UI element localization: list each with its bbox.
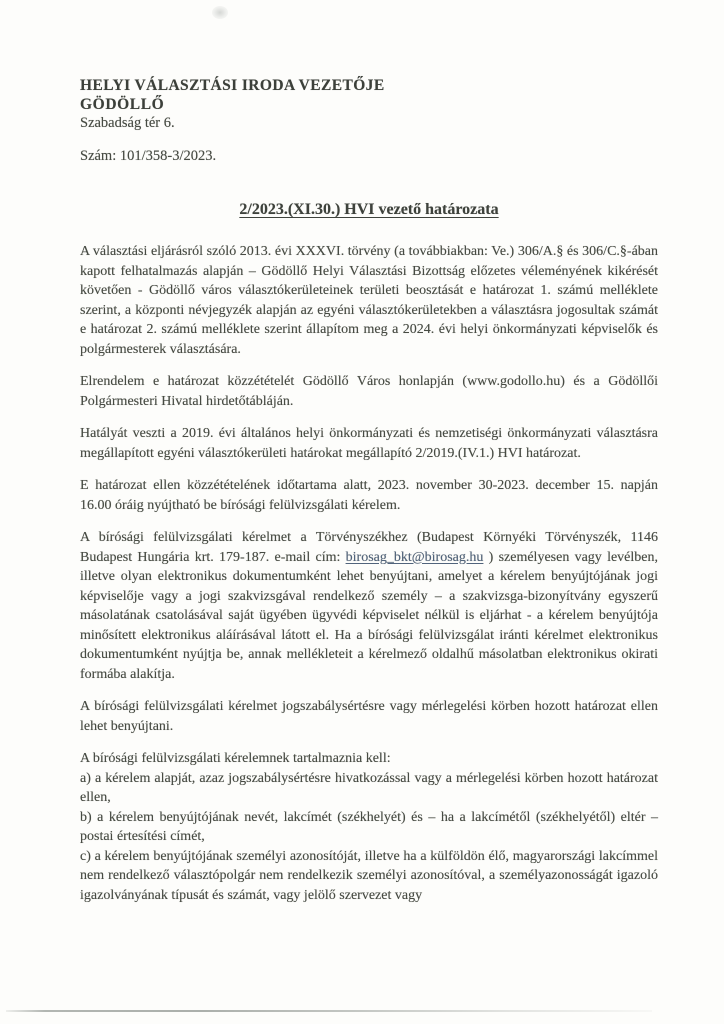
document-title	[80, 200, 658, 220]
requirement-item-a: a) a kérelem alapját, azaz jogszabálysértésre hivatkozással vagy a mérlegelési körben hozott határozat ellen,	[80, 770, 658, 805]
sender-city: GÖDÖLLŐ	[80, 96, 165, 113]
paragraph-publication: Elrendelem e határozat közzétételét Gödöllő Város honlapján (www.godollo.hu) és a Gödöllői Polgármesteri Hivatal hirdetőtábláján.	[80, 374, 658, 409]
reference-number: Szám: 101/358-3/2023.	[80, 148, 217, 164]
document-title-text: 2/2023.(XI.30.) HVI vezető határozata	[239, 201, 499, 218]
paragraph-repeal: Hatályát veszti a 2019. évi általános helyi önkormányzati és nemzetiségi önkormányzati választásra megállapított egyéni választókerületi határokat megállapító 2/2019.(IV.1.) HVI határozat.	[80, 426, 658, 461]
requirement-item-c: c) a kérelem benyújtójának személyi azonosítóját, illetve ha a külföldön élő, magyarországi lakcímmel nem rendelkező választópolgár nem rendelkezik személyi azonosítóval, a személyazonosságát igazoló igazolványának típusát és számát, vagy jelölő szervezet vagy	[80, 848, 658, 903]
paragraph-deadline: E határozat ellen közzétételének időtartama alatt, 2023. november 30-2023. december 15. napján 16.00 óráig nyújtható be bírósági felülvizsgálati kérelem.	[80, 478, 658, 513]
judicial-review-text-pre: A bírósági felülvizsgálati kérelmet a Törvényszékhez (Budapest Környéki Törvényszék, 1146 Budapest Hungária krt. 179-187. e-mail cím:	[80, 530, 658, 565]
judicial-review-text-post: ) személyesen vagy levélben, illetve olyan elektronikus dokumentumként lehet benyújtani, amelyet a kérelem benyújtójának jogi képviselője vagy a jogi szakvizsgával rendelkező személy – a szakvizsga-bizonyítvány egyszerű másolatának csatolásával saját ügyében ügyvédi képviselet nélkül is eljárhat - a kérelem benyújtója minősített elektronikus aláírásával látott el. Ha a bírósági felülvizsgálat iránti kérelmet elektronikus dokumentumként nyújtja be, annak mellékleteit a kérelmező oldalhű másolatban elektronikus okirati formába alakítja.	[80, 549, 658, 682]
paragraph-grounds: A bírósági felülvizsgálati kérelmet jogszabálysértésre vagy mérlegelési körben hozott határozat ellen lehet benyújtani.	[80, 699, 658, 734]
requirements-intro: A bírósági felülvizsgálati kérelemnek tartalmaznia kell:	[80, 751, 391, 766]
scan-edge-line-artifact	[6, 1010, 652, 1012]
paragraph-decision: A választási eljárásról szóló 2013. évi XXXVI. törvény (a továbbiakban: Ve.) 306/A.§ és 306/C.§-ában kapott felhatalmazás alapján – Gödöllő Helyi Választási Bizottság előzetes véleményének kikérését követően - Gödöllő város választókerületeinek területi beosztását e határozat 1. számú melléklete szerint, a központi névjegyzék alapján az egyéni választókerületekben a választásra jogosultak számát e határozat 2. számú melléklete szerint állapítom meg a 2024. évi helyi önkormányzati képviselők és polgármesterek választására.	[80, 244, 658, 357]
sender-address: Szabadság tér 6.	[80, 115, 175, 131]
paragraph-judicial-review	[80, 528, 658, 684]
requirement-item-b: b) a kérelem benyújtójának nevét, lakcímét (székhelyét) és – ha a lakcímétől (székhelyétől) eltér – postai értesítési címét,	[80, 809, 658, 844]
court-email-link[interactable]: birosag_bkt@birosag.hu	[345, 549, 484, 565]
requirements-block	[80, 749, 658, 905]
sender-office-title: HELYI VÁLASZTÁSI IRODA VEZETŐJE	[80, 77, 385, 94]
document-content	[80, 0, 658, 905]
